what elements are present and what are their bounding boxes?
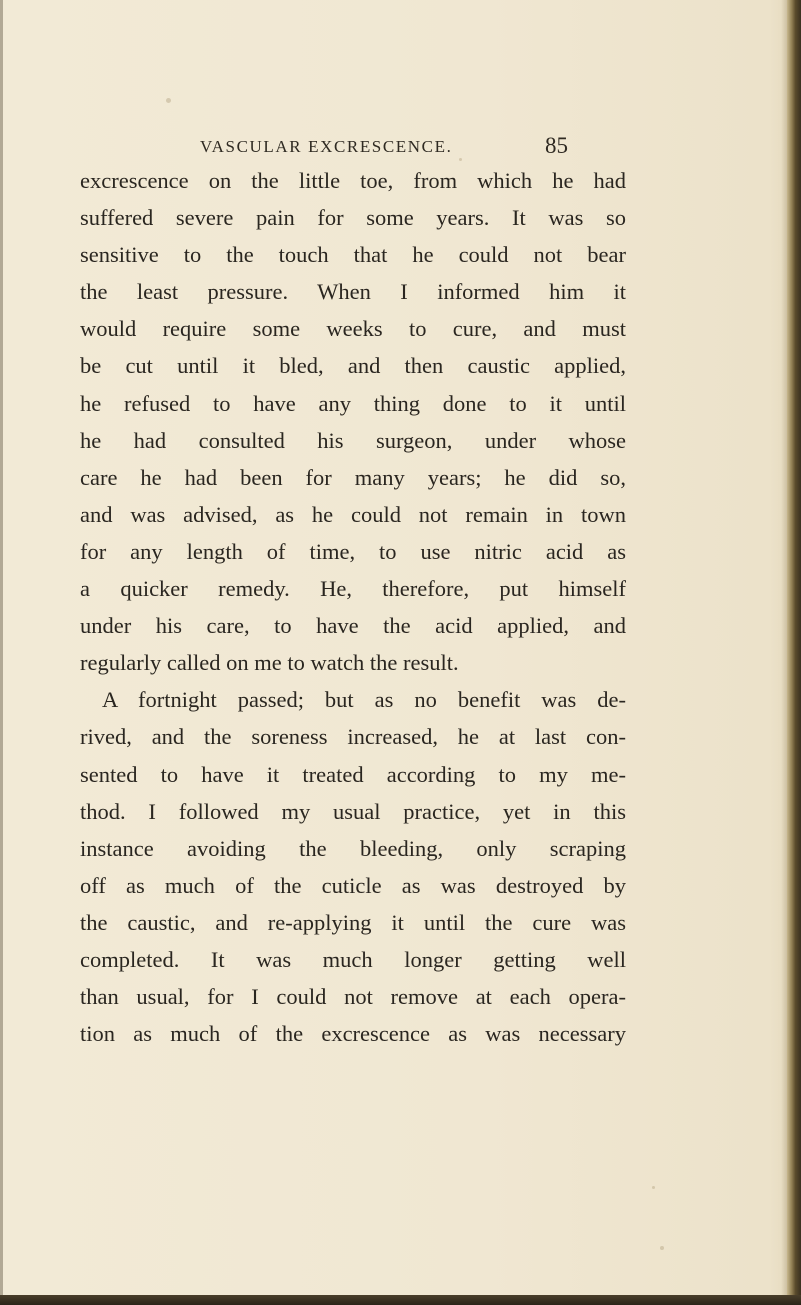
page-bottom-edge: [0, 1295, 801, 1305]
text-line: the least pressure. When I informed him it: [80, 279, 626, 305]
text-line: instance avoiding the bleeding, only scraping: [80, 835, 626, 861]
running-head: [200, 133, 600, 161]
text-line: care he had been for many years; he did so,: [80, 464, 626, 490]
text-line: under his care, to have the acid applied, and: [80, 613, 626, 639]
text-line: regularly called on me to watch the result.: [80, 650, 459, 676]
text-line: sented to have it treated according to my me-: [80, 761, 626, 787]
text-line: tion as much of the excrescence as was necessary: [80, 1021, 626, 1047]
text-line: and was advised, as he could not remain in town: [80, 501, 626, 527]
text-line: completed. It was much longer getting well: [80, 946, 626, 972]
text-line: for any length of time, to use nitric acid as: [80, 538, 626, 564]
text-line: he had consulted his surgeon, under whose: [80, 427, 626, 453]
text-line: a quicker remedy. He, therefore, put himself: [80, 576, 626, 602]
binding-edge: [787, 0, 801, 1305]
text-line: sensitive to the touch that he could not bear: [80, 242, 626, 268]
page-left-shadow: [0, 0, 3, 1305]
text-line: excrescence on the little toe, from which he had: [80, 168, 626, 193]
running-head-title: VASCULAR EXCRESCENCE.: [200, 137, 453, 156]
page-number: 85: [545, 133, 568, 158]
text-line: rived, and the soreness increased, he at last con-: [80, 724, 626, 750]
body-text: [80, 162, 626, 1052]
text-line: off as much of the cuticle as was destroyed by: [80, 872, 626, 898]
paper-speck: [166, 98, 171, 103]
text-line: be cut until it bled, and then caustic applied,: [80, 353, 626, 379]
text-line: A fortnight passed; but as no benefit was de-: [102, 687, 626, 713]
text-line: the caustic, and re-applying it until the cure was: [80, 909, 626, 935]
text-line: thod. I followed my usual practice, yet in this: [80, 798, 626, 824]
paper-speck: [652, 1186, 655, 1189]
text-line: suffered severe pain for some years. It was so: [80, 205, 626, 231]
paper-speck: [459, 158, 462, 161]
text-line: than usual, for I could not remove at each opera-: [80, 984, 626, 1010]
paper-speck: [660, 1246, 664, 1250]
text-line: he refused to have any thing done to it until: [80, 390, 626, 416]
text-line: would require some weeks to cure, and must: [80, 316, 626, 342]
